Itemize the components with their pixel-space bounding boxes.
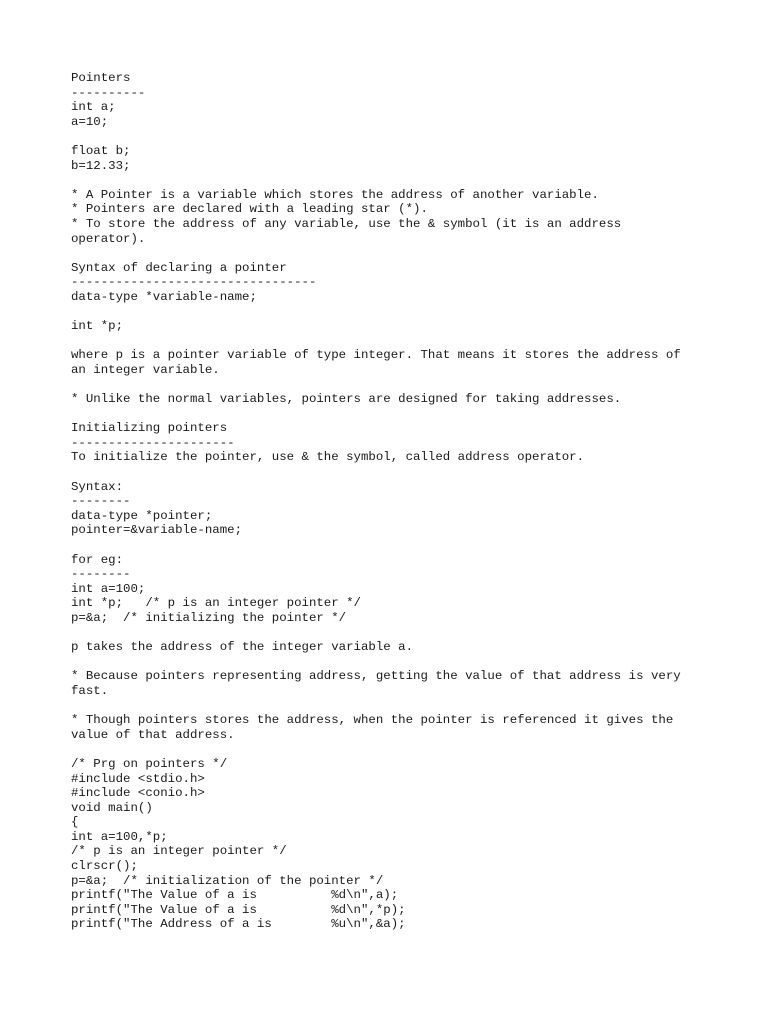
code-line: float b; [71,143,131,158]
blank-line [71,305,731,320]
code-comment: /* Prg on pointers */ [71,756,228,771]
text-line: operator). [71,231,146,246]
code-line: pointer=&variable-name; [71,523,243,538]
heading-syntax: Syntax: [71,479,124,494]
code-line: { [71,815,79,830]
blank-line [71,626,731,641]
text-line: p takes the address of the integer variable a. [71,640,414,655]
heading-initializing: Initializing pointers [71,421,228,436]
bullet-line: * Unlike the normal variables, pointers are designed for taking addresses. [71,392,622,407]
text-line: value of that address. [71,727,235,742]
blank-line [71,538,731,553]
blank-line [71,377,731,392]
code-line: clrscr(); [71,859,138,874]
blank-line [71,655,731,670]
code-line: data-type *pointer; [71,508,213,523]
code-line: int a=100,*p; [71,829,168,844]
blank-line [71,173,731,188]
blank-line [71,742,731,757]
bullet-line: * Though pointers stores the address, when the pointer is referenced it gives the [71,713,674,728]
code-line: int a=100; [71,581,146,596]
code-line: void main() [71,800,153,815]
code-line: int *p; [71,319,124,334]
heading-pointers: Pointers [71,71,131,85]
code-comment: /* p is an integer pointer */ [71,844,287,859]
bullet-line: * To store the address of any variable, use the & symbol (it is an address [71,216,622,231]
heading-for-eg: for eg: [71,552,124,567]
code-line: int *p; /* p is an integer pointer */ [71,596,361,611]
heading-syntax-declaring: Syntax of declaring a pointer [71,260,287,275]
heading-underline: ---------- [71,85,146,100]
code-line: p=&a; /* initializing the pointer */ [71,610,347,625]
code-include: #include <stdio.h> [71,771,205,786]
heading-underline: -------- [71,494,131,509]
text-line: To initialize the pointer, use & the symbol, called address operator. [71,450,585,465]
heading-underline: ---------------------- [71,435,235,450]
bullet-line: * A Pointer is a variable which stores the address of another variable. [71,187,599,202]
code-line: a=10; [71,114,109,129]
code-line: printf("The Value of a is %d\n",a); [71,888,399,903]
blank-line [71,129,731,144]
text-line: fast. [71,683,109,698]
code-line: printf("The Address of a is %u\n",&a); [71,917,406,932]
code-line: printf("The Value of a is %d\n",*p); [71,902,406,917]
code-line: data-type *variable-name; [71,289,257,304]
heading-underline: --------------------------------- [71,275,317,290]
document-page [71,71,731,932]
code-line: b=12.33; [71,158,131,173]
heading-underline: -------- [71,567,131,582]
code-include: #include <conio.h> [71,786,205,801]
code-line: int a; [71,100,116,115]
blank-line [71,407,731,422]
blank-line [71,699,731,714]
text-line: an integer variable. [71,362,220,377]
bullet-line: * Because pointers representing address, getting the value of that address is very [71,669,681,684]
bullet-line: * Pointers are declared with a leading star (*). [71,202,428,217]
blank-line [71,246,731,261]
text-line: where p is a pointer variable of type integer. That means it stores the address of [71,348,681,363]
code-line: p=&a; /* initialization of the pointer */ [71,873,384,888]
blank-line [71,334,731,349]
blank-line [71,465,731,480]
